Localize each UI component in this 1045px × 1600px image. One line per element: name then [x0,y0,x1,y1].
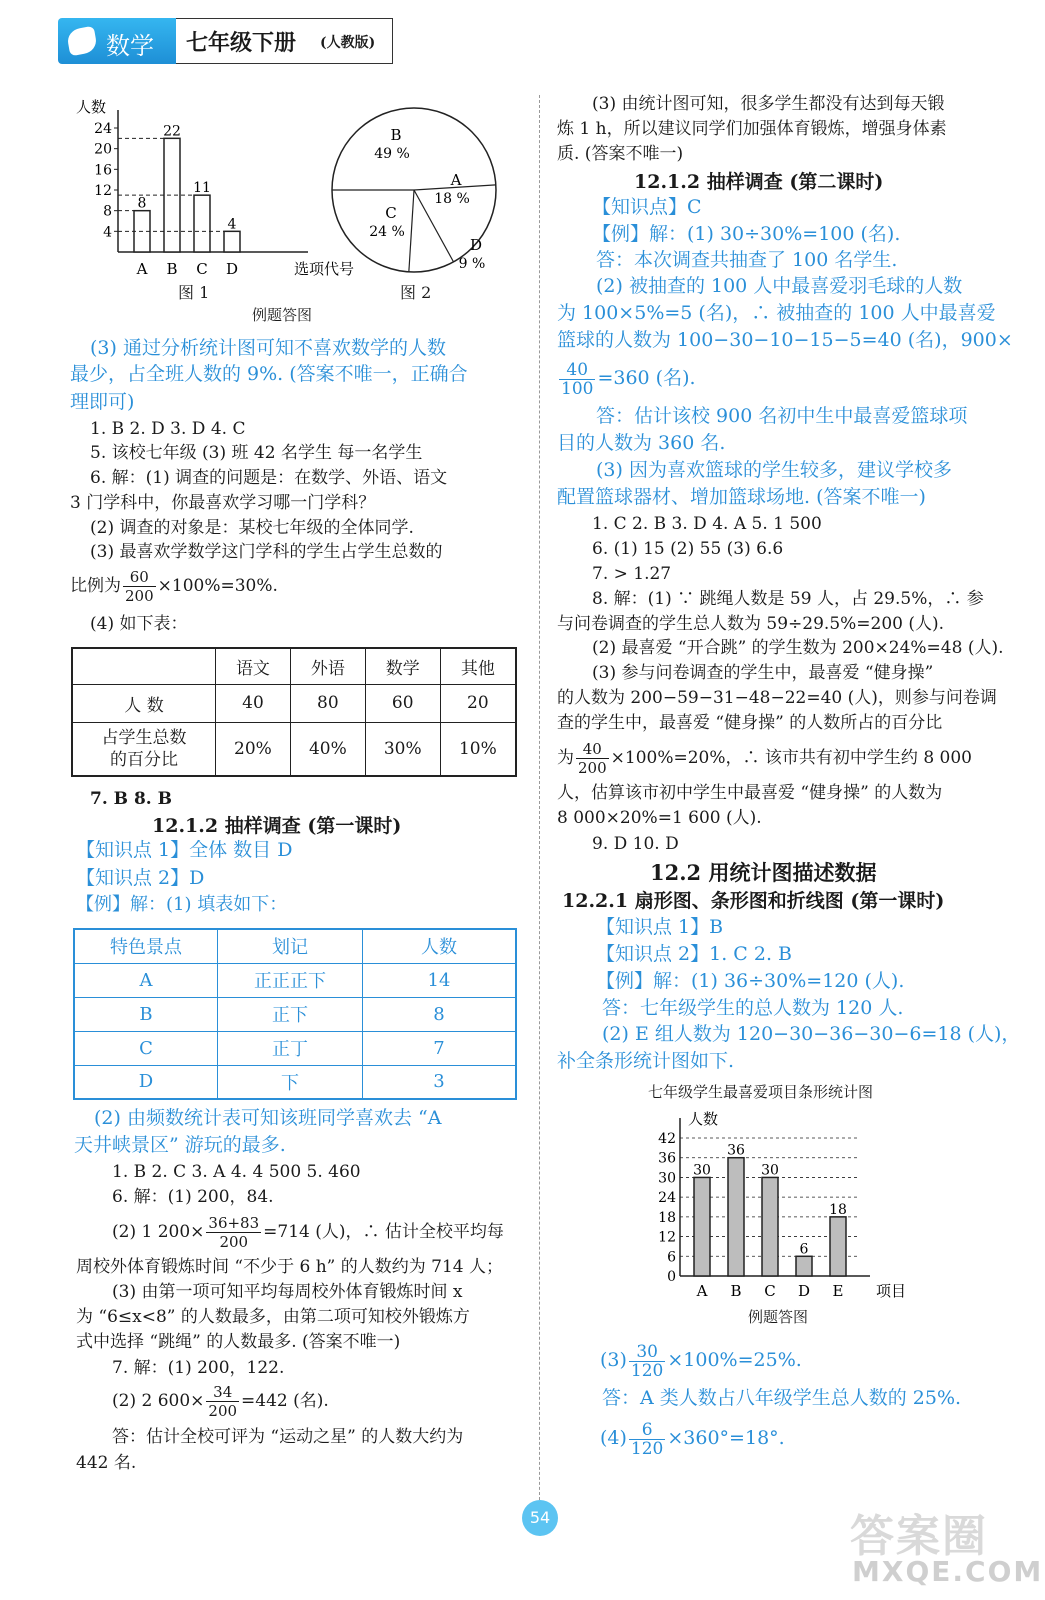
fraction [206,1383,239,1420]
left-ans12b: 为 “6≤x<8” 的人数最多，由第二项可知校外锻炼方 [76,1307,470,1327]
y-tick-label: 6 [667,1249,676,1266]
y-tick-label: 12 [658,1229,676,1246]
y-axis-label: 人数 [688,1110,719,1128]
fraction [629,1421,665,1458]
fraction [629,1343,665,1380]
table-cell: 14 [363,963,517,997]
right-r1c: 质. (答案不唯一) [557,144,684,164]
denominator: 200 [578,759,607,777]
text: ×100%=30%. [157,576,278,596]
y-tick-label: 8 [103,203,112,220]
left-ans6f: (4) 如下表： [90,614,188,634]
numerator: 60 [123,568,156,587]
subject-label: 数学 [106,32,154,60]
grade-label: 七年级下册 [186,30,297,56]
table-cell: 10% [440,722,516,776]
table-cell: 30% [365,722,440,776]
numerator: 36+83 [208,1214,260,1232]
table-cell: 下 [218,1065,363,1099]
x-tick-label: B [730,1282,742,1300]
x-tick-label: C [196,260,208,278]
right-ex3a: (3) 因为喜欢篮球的学生较多，建议学校多 [596,459,952,481]
x-tick-label: A [136,260,148,278]
table-cell: 正正正下 [218,963,363,997]
left-ans6d: (3) 最喜欢学数学这门学科的学生占学生总数的 [90,542,443,562]
left-ans1: 1. B 2. D 3. D 4. C [90,419,246,439]
right-a8g [557,738,972,778]
fraction [576,740,609,777]
left-ans12c: 式中选择 “跳绳” 的人数最多. (答案不唯一) [76,1332,401,1352]
denominator: 120 [630,1438,664,1459]
fraction [559,361,595,398]
table-tally [73,928,517,1100]
right-ex4a: 答：七年级学生的总人数为 120 人. [602,997,904,1019]
y-tick-label: 24 [658,1190,676,1207]
left-ans13: 7. 解：(1) 200，122. [112,1358,285,1378]
bar-value-label: 4 [227,216,237,233]
right-kp: 【知识点】C [592,196,702,218]
bar [728,1158,744,1276]
y-tick-label: 24 [94,121,112,137]
y-tick-label: 18 [658,1209,676,1226]
right-ex5a: (2) E 组人数为 120−30−36−30−6=18 (人)， [602,1023,1021,1045]
right-a8i: 8 000×20%=1 600 (人). [557,808,762,828]
chart2-title: 七年级学生最喜爱项目条形统计图 [648,1083,874,1101]
right-ex-a: 答：本次调查共抽查了 100 名学生. [596,249,898,271]
slice-label: C [385,204,397,222]
table-subjects [71,647,517,777]
denominator: 200 [125,587,154,605]
right-ex2a: (2) 被抽查的 100 人中最喜爱羽毛球的人数 [596,275,963,297]
denominator: 200 [208,1402,238,1420]
right-r1a: (3) 由统计图可知，很多学生都没有达到每天锻 [592,94,945,114]
y-tick-label: 30 [658,1170,676,1187]
left-ans12a: (3) 由第一项可知平均每周校外体育锻炼时间 x [112,1282,463,1302]
bar [224,231,240,252]
fraction [123,568,156,605]
row-label: 占学生总数 [101,727,187,748]
left-kp1: 【知识点 1】全体 数目 D [76,839,293,861]
y-tick-label: 12 [94,183,112,199]
table-cell: 8 [363,997,517,1031]
right-a8e: 的人数为 200−59−31−48−22=40 (人)，则参与问卷调 [557,688,997,708]
right-ex2c: 篮球的人数为 100−30−10−15−5=40 (名)，900× [557,329,1013,351]
right-a8d: (3) 参与问卷调查的学生中，最喜爱 “健身操” [592,663,934,683]
right-a7: 7. > 1.27 [592,564,672,584]
table-cell: 数学 [365,648,440,684]
left-ans9: 1. B 2. C 3. A 4. 4 500 5. 460 [112,1162,361,1182]
numerator: 30 [629,1343,665,1362]
section-heading: 12.2.1 扇形图、条形图和折线图 (第一课时) [562,890,945,912]
y-tick-label: 42 [658,1131,676,1147]
table-cell: 20 [440,684,516,722]
slice-percent: 9 % [458,256,486,272]
x-tick-label: A [696,1282,708,1300]
edition-label: (人教版) [320,35,376,51]
text: 为 [557,748,574,768]
table-cell: 人 数 [72,684,216,722]
right-ex2d [557,358,696,398]
right-kp1: 【知识点 1】B [596,916,724,938]
section-heading: 12.2 用统计图描述数据 [650,860,877,885]
numerator: 40 [576,740,609,759]
table-cell: 正下 [218,997,363,1031]
text: ×100%=25%. [667,1349,802,1371]
bar-value-label: 18 [829,1201,847,1218]
bar-chart-fig3 [640,1100,920,1300]
right-a8c: (2) 最喜爱 “开合跳” 的学生数为 200×24%=48 (人). [592,638,1004,658]
x-tick-label: D [797,1282,811,1300]
right-ex3b: 配置篮球器材、增加篮球场地. (答案不唯一) [557,486,926,508]
left-ex1 [76,893,287,917]
table-cell: C [74,1031,218,1065]
y-tick-label: 16 [94,162,112,179]
table-cell: 其他 [440,648,516,684]
y-tick-label: 4 [103,224,112,241]
left-p1c: 理即可) [70,391,135,413]
left-ans11 [112,1212,504,1252]
left-ans6c: (2) 调查的对象是：某校七年级的全体同学. [90,518,414,538]
table-cell: D [74,1065,218,1099]
bar-value-label: 11 [193,180,211,197]
left-ans6b: 3 门学科中，你最喜欢学习哪一门学科？ [70,493,376,513]
slice-percent: 49 % [374,146,410,162]
table-cell: 40% [290,722,365,776]
example-text: 【例】解：(1) 填表如下： [76,894,288,915]
right-f3-ans: 答：A 类人数占八年级学生总人数的 25%. [602,1387,962,1409]
numerator: 34 [206,1383,239,1402]
x-tick-label: B [166,260,178,278]
table-cell: 80 [290,684,365,722]
y-tick-label: 20 [94,141,112,158]
slice-label: A [450,171,462,189]
left-ans14 [112,1381,329,1421]
numerator: 40 [559,361,595,380]
right-a9: 9. D 10. D [592,834,679,854]
right-ex2e: 答：估计该校 900 名初中生中最喜爱篮球项 [596,405,968,427]
right-a8a: 8. 解：(1) ∵ 跳绳人数是 59 人，占 29.5%，∴ 参 [592,589,984,609]
left-ans78: 7. B 8. B [90,789,172,809]
page-number: 54 [529,1508,551,1527]
text: (2) 2 600× [112,1391,205,1411]
text: (2) 1 200× [112,1222,205,1242]
table-cell: 划记 [218,929,363,963]
denominator: 100 [561,378,594,399]
text: =442 (名). [241,1391,329,1411]
right-a8f: 查的学生中，最喜爱 “健身操” 的人数所占的百分比 [557,713,943,733]
text: (4) [600,1427,627,1449]
bar-value-label: 30 [693,1162,711,1179]
left-p2b: 天井峡景区” 游玩的最多. [74,1134,286,1156]
right-a8b: 与问卷调查的学生总人数为 59÷29.5%=200 (人). [557,614,945,634]
section-heading: 12.1.2 抽样调查 (第二课时) [634,171,884,193]
bar-value-label: 30 [761,1162,779,1179]
slice-percent: 18 % [434,191,470,207]
text: ×360°=18°. [667,1427,785,1449]
table-cell: 7 [363,1031,517,1065]
table-cell: 40 [216,684,291,722]
fraction [206,1214,261,1251]
bar-value-label: 6 [799,1241,809,1258]
text: =714 (人)，∴ 估计全校平均每 [263,1222,504,1242]
fig-caption: 例题答图 [252,306,313,324]
table-cell: A [74,963,218,997]
denominator: 200 [219,1233,249,1251]
pie-chart-fig2 [328,100,518,300]
bar [194,195,210,252]
right-a1: 1. C 2. B 3. D 4. A 5. 1 500 [592,514,822,534]
table-cell: 60 [365,684,440,722]
header-bar [58,18,398,64]
table-cell [72,722,216,776]
numerator: 6 [629,1421,665,1440]
table-cell: 语文 [216,648,291,684]
text: =360 (名). [597,367,696,389]
bar [694,1177,710,1276]
right-f3 [600,1340,802,1380]
fig1-title: 图 1 [178,283,210,302]
table-cell: 3 [363,1065,517,1099]
left-kp2: 【知识点 2】D [76,867,205,889]
watermark-url: MXQE.COM [852,1555,1044,1588]
x-tick-label: D [225,260,239,278]
left-ans5: 5. 该校七年级 (3) 班 42 名学生 每一名学生 [90,443,423,463]
y-tick-label: 36 [658,1150,676,1167]
y-tick-label: 0 [667,1269,676,1285]
left-ans6e [70,566,278,606]
left-ans15a: 答：估计全校可评为 “运动之星” 的人数大约为 [112,1427,464,1447]
denominator: 120 [630,1360,664,1381]
left-p2a: (2) 由频数统计表可知该班同学喜欢去 “A [94,1107,442,1129]
slice-label: D [469,236,483,254]
x-tick-label: C [764,1282,776,1300]
bar [796,1256,812,1276]
slice-percent: 24 % [369,224,405,240]
bar [830,1217,846,1276]
section-heading: 12.1.2 抽样调查 (第一课时) [152,815,402,837]
table-cell [72,648,216,684]
bar-value-label: 36 [727,1142,745,1159]
right-kp2: 【知识点 2】1. C 2. B [596,943,793,965]
right-ex4: 【例】解：(1) 36÷30%=120 (人). [596,970,905,992]
right-r1b: 炼 1 h，所以建议同学们加强体育锻炼，增强身体素 [557,119,947,139]
watermark-logo: 答案圈 [850,1511,988,1562]
right-ex: 【例】解：(1) 30÷30%=100 (名). [592,223,901,245]
left-p1b: 最少，占全班人数的 9%. (答案不唯一，正确合 [70,363,468,385]
x-tick-label: E [832,1282,844,1300]
left-ans10: 6. 解：(1) 200，84. [112,1187,274,1207]
right-a6: 6. (1) 15 (2) 55 (3) 6.6 [592,539,784,559]
slice-label: B [390,126,402,144]
bar-value-label: 22 [163,123,181,140]
chart2-caption: 例题答图 [748,1308,809,1326]
right-f4 [600,1418,785,1458]
table-cell: 20% [216,722,291,776]
left-p1: (3) 通过分析统计图可知不喜欢数学的人数 [90,337,446,359]
left-ans11b: 周校外体育锻炼时间 “不少于 6 h” 的人数约为 714 人； [76,1257,504,1277]
text: ×100%=20%，∴ 该市共有初中学生约 8 000 [610,748,972,768]
table-cell: 正丁 [218,1031,363,1065]
table-cell: 特色景点 [74,929,218,963]
fig2-title: 图 2 [400,283,432,302]
right-ex5b: 补全条形统计图如下. [557,1050,735,1072]
column-divider [539,95,540,1535]
y-axis-label: 人数 [76,98,107,116]
left-ans15b: 442 名. [76,1453,137,1473]
x-axis-label: 选项代号 [294,260,355,278]
left-ans6a: 6. 解：(1) 调查的问题是：在数学、外语、语文 [90,468,448,488]
bar-value-label: 8 [137,195,147,212]
row-label: 的百分比 [110,749,178,770]
table-cell: 外语 [290,648,365,684]
right-a8h: 人，估算该市初中学生中最喜爱 “健身操” 的人数为 [557,783,943,803]
text: 比例为 [70,576,121,596]
x-axis-label: 项目 [876,1282,907,1300]
table-cell: B [74,997,218,1031]
text: (3) [600,1349,627,1371]
bar-chart-fig1 [70,92,355,306]
bar [762,1177,778,1276]
table-cell: 人数 [363,929,517,963]
right-ex2b: 为 100×5%=5 (名)，∴ 被抽查的 100 人中最喜爱 [557,302,996,324]
right-ex2f: 目的人数为 360 名. [557,432,726,454]
